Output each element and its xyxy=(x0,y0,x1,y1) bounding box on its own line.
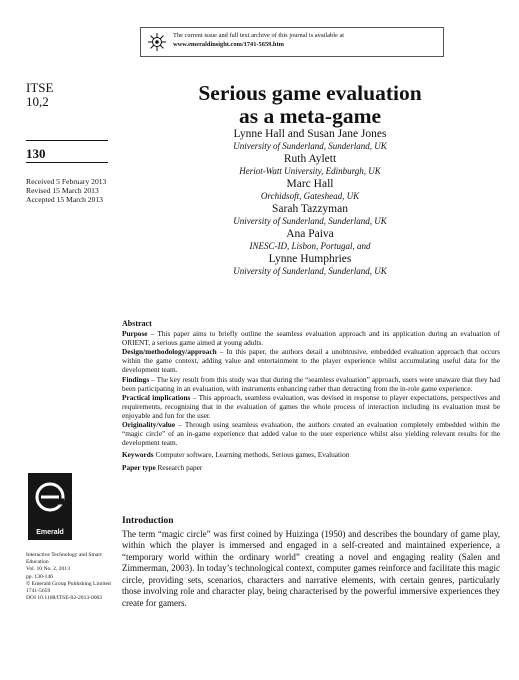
banner-url[interactable]: www.emeraldinsight.com/1741-5659.htm xyxy=(173,40,284,48)
page-number: 130 xyxy=(26,146,46,161)
abstract-originality: Originality/value – Through using seamless evaluation, the authors created an evaluation completely embedded within the “magic circle” of an in-game experience that added value to the user experience whilst also yielding relevant results for the development team. xyxy=(122,420,500,448)
author-affiliation: University of Sunderland, Sunderland, UK xyxy=(233,266,387,276)
author-name: Ana Paiva xyxy=(286,228,334,240)
author-name: Lynne Hall and Susan Jane Jones xyxy=(233,128,387,140)
title-line-2: as a meta-game xyxy=(238,104,382,128)
emerald-sunburst-icon xyxy=(147,32,167,52)
journal-pages: pp. 130-146 xyxy=(26,573,54,580)
journal-metadata xyxy=(26,552,118,602)
author-affiliation: Heriot-Watt University, Edinburgh, UK xyxy=(239,166,381,176)
abstract-keywords: Keywords Computer software, Learning methods, Serious games, Evaluation xyxy=(122,450,350,460)
submission-dates xyxy=(26,177,106,205)
author-affiliation: INESC-ID, Lisbon, Portugal, and xyxy=(249,241,371,251)
journal-name-cont: Education xyxy=(26,559,49,566)
banner-text xyxy=(173,32,441,49)
abstract-purpose: Purpose – This paper aims to briefly outline the seamless evaluation approach and its application during an evaluation of ORIENT, a serious game aimed at young adults. xyxy=(122,329,500,348)
emerald-logo xyxy=(28,473,72,540)
revised-date: Revised 15 March 2013 xyxy=(26,186,99,196)
journal-citation xyxy=(26,81,53,109)
journal-volume: 10,2 xyxy=(26,94,49,109)
abstract-heading: Abstract xyxy=(122,319,152,328)
journal-issue: Vol. 10 No. 2, 2013 xyxy=(26,566,70,573)
introduction-body: The term “magic circle” was first coined by Huizinga (1950) and describes the boundary of game play, within which the player is immersed and engaged in a self-created and maintained experience, a “temporary world within the ordinary world” creating a novel and engaging reality (Salen and Zimmerman, 2003). In today’s technological context, computer games reinforce and facilitate this magic circle, providing sets, scenarios, characters and narrative elements, with certain genres, particularly those involving role and character play, being characterised by the powerful immersive experiences they create for gamers. xyxy=(122,528,500,608)
abstract-practical-implications: Practical implications – This approach, seamless evaluation, was devised in response to player expectations, perspectives and requirements, recognising that in the evaluation of games the whole process of interaction including its evaluation must be enjoyable and fun for the user. xyxy=(122,392,500,420)
journal-abbrev: ITSE xyxy=(26,80,54,95)
introduction-section xyxy=(122,516,500,609)
introduction-heading: Introduction xyxy=(122,516,174,526)
abstract-paper-type: Paper type Research paper xyxy=(122,463,203,473)
author-name: Sarah Tazzyman xyxy=(272,203,348,215)
doi: DOI 10.1108/ITSE-02-2013-0003 xyxy=(26,595,103,602)
accepted-date: Accepted 15 March 2013 xyxy=(26,195,103,205)
author-affiliation: University of Sunderland, Sunderland, UK xyxy=(233,141,387,151)
journal-archive-banner xyxy=(140,27,444,57)
title-line-1: Serious game evaluation xyxy=(198,81,422,105)
author-name: Lynne Humphries xyxy=(268,253,352,265)
journal-name: Interactive Technology and Smart xyxy=(26,552,102,558)
author-name: Ruth Aylett xyxy=(283,153,337,165)
copyright: © Emerald Group Publishing Limited xyxy=(26,580,111,587)
paper-title xyxy=(120,82,500,128)
author-name: Marc Hall xyxy=(286,178,334,190)
divider xyxy=(26,162,108,163)
author-affiliation: University of Sunderland, Sunderland, UK xyxy=(233,216,387,226)
divider xyxy=(26,140,108,141)
issn: 1741-5659 xyxy=(26,588,51,595)
author-affiliation: Orchidsoft, Gateshead, UK xyxy=(260,191,360,201)
received-date: Received 5 February 2013 xyxy=(26,177,107,186)
banner-line-1: The current issue and full text archive of this journal is available at xyxy=(173,32,345,39)
abstract-findings: Findings – The key result from this study was that during the “seamless evaluation” approach, users were unaware that they had been participating in an evaluation, with instruments enhancing rather than detracting from the in-role game experience. xyxy=(122,374,500,393)
author-list xyxy=(120,128,500,278)
emerald-e-icon xyxy=(34,479,66,519)
emerald-logo-text: Emerald xyxy=(36,529,64,536)
abstract-section xyxy=(122,319,500,473)
abstract-design: Design/methodology/approach – In this paper, the authors detail a unobtrusive, embedded evaluation approach that occurs within the game context, adding value and entertainment to the player experience whilst accumulating useful data for the development team. xyxy=(122,347,500,375)
